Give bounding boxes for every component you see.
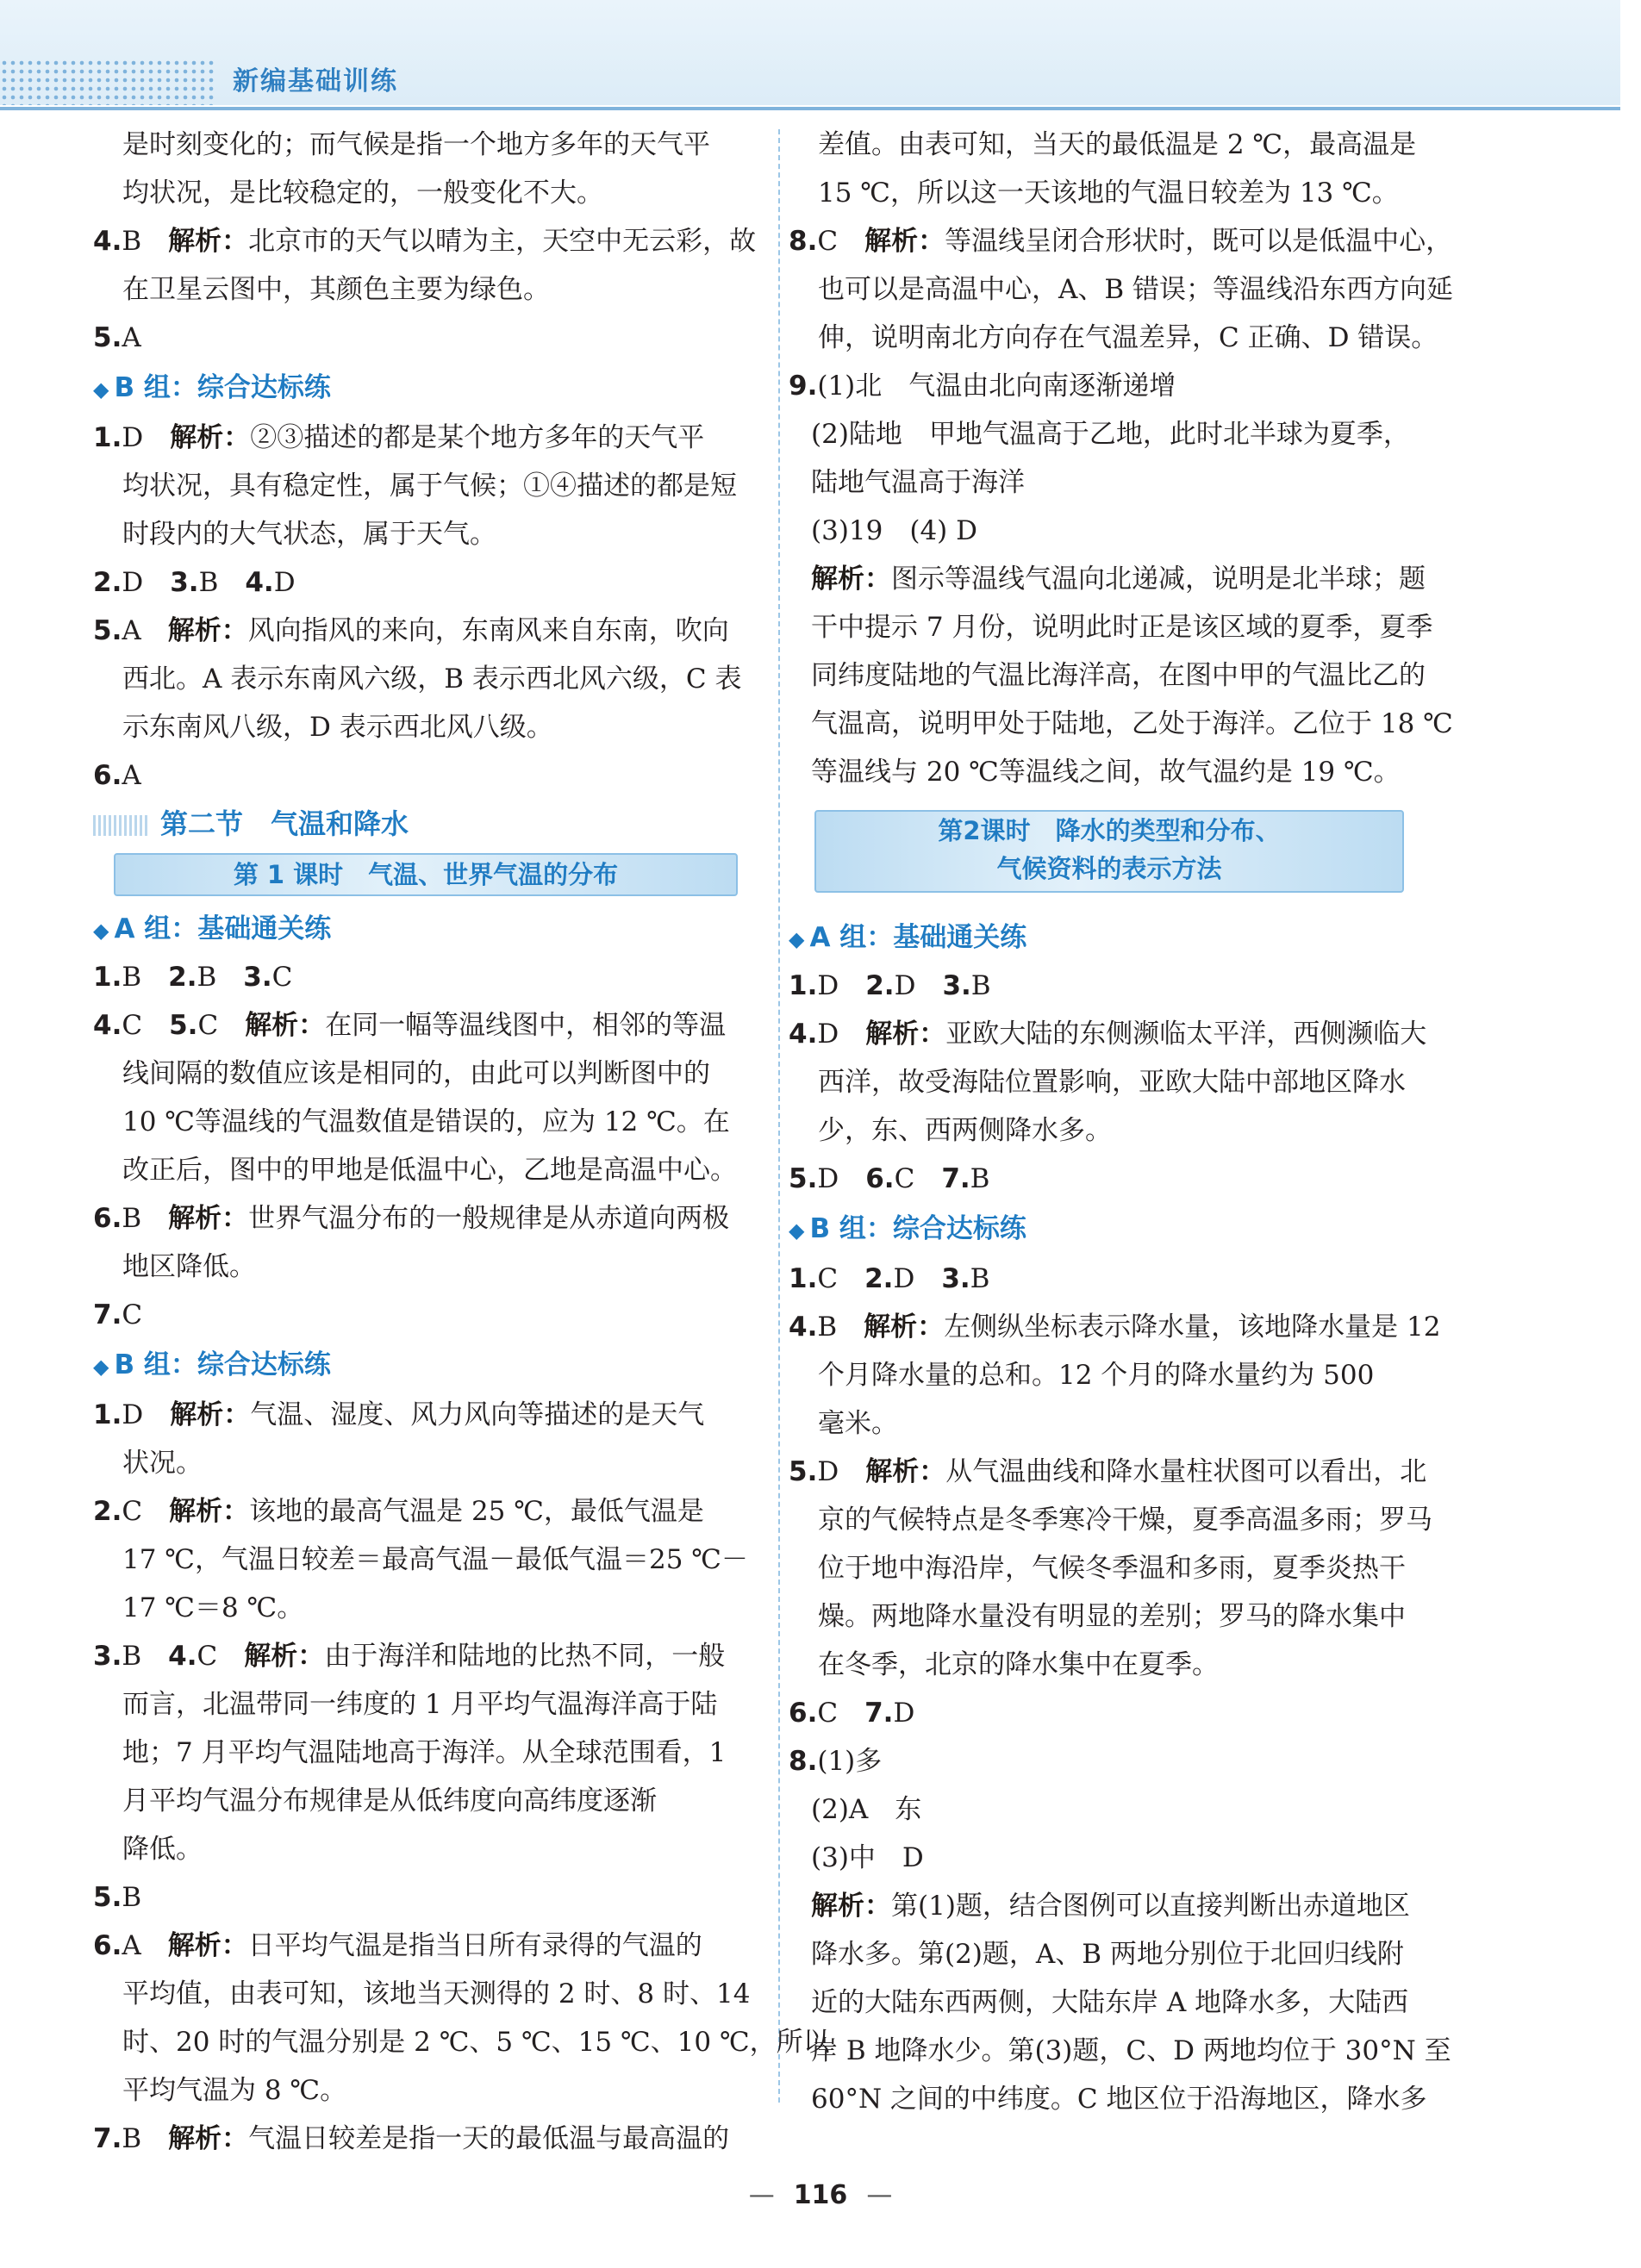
text-line: 时段内的大气状态，属于天气。: [122, 519, 496, 550]
text-line: 燥。两地降水量没有明显的差别；罗马的降水集中: [818, 1601, 1406, 1632]
answer-item: 1.D 2.D 3.B: [789, 970, 991, 1001]
text-line: 西洋，故受海陆位置影响，亚欧大陆中部地区降水: [818, 1067, 1406, 1098]
text-line: 改正后，图中的甲地是低温中心，乙地是高温中心。: [122, 1155, 737, 1186]
text-line: (2)陆地 甲地气温高于乙地，此时北半球为夏季，: [811, 419, 1410, 450]
answer-item: 5.A 解析：风向指风的来向，东南风来自东南，吹向: [93, 615, 729, 646]
text-line: 状况。: [122, 1448, 203, 1479]
answer-item: 5.D 解析：从气温曲线和降水量柱状图可以看出，北: [789, 1456, 1427, 1487]
lesson-banner-line: 第2课时 降水的类型和分布、: [938, 816, 1281, 845]
text-line: 京的气候特点是冬季寒冷干燥，夏季高温多雨；罗马: [818, 1505, 1432, 1536]
text-line: 岸 B 地降水少。第(3)题，C、D 两地均位于 30°N 至: [811, 2035, 1451, 2066]
explanation-line: 解析：第(1)题，结合图例可以直接判断出赤道地区: [811, 1891, 1410, 1922]
lesson-banner: [814, 810, 1404, 893]
answer-item: 1.C 2.D 3.B: [789, 1263, 990, 1294]
answer-item: 5.A: [93, 322, 141, 353]
answer-item: 8.C 解析：等温线呈闭合形状时，既可以是低温中心，: [789, 226, 1453, 257]
text-line: (3)中 D: [811, 1842, 924, 1873]
group-heading-b: ◆ B 组：综合达标练: [93, 1349, 331, 1380]
text-line: 位于地中海沿岸，气候冬季温和多雨，夏季炎热干: [818, 1553, 1406, 1584]
text-line: (2)A 东: [811, 1794, 922, 1825]
text-line: 在冬季，北京的降水集中在夏季。: [818, 1649, 1219, 1680]
text-line: 17 ℃，气温日较差＝最高气温－最低气温＝25 ℃－: [122, 1544, 748, 1575]
answer-item: 7.B 解析：气温日较差是指一天的最低温与最高温的: [93, 2123, 730, 2154]
text-line: 地；7 月平均气温陆地高于海洋。从全球范围看，1: [122, 1737, 727, 1768]
answer-item: 4.B 解析：左侧纵坐标表示降水量，该地降水量是 12: [789, 1312, 1441, 1343]
page-number: — 116 —: [748, 2180, 893, 2210]
text-line: 示东南风八级，D 表示西北风八级。: [122, 712, 553, 743]
text-line: 线间隔的数值应该是相同的，由此可以判断图中的: [122, 1058, 710, 1089]
answer-item: 6.C 7.D: [789, 1698, 915, 1729]
text-line: 17 ℃＝8 ℃。: [122, 1592, 304, 1623]
text-line: 降低。: [122, 1834, 203, 1865]
text-line: 同纬度陆地的气温比海洋高，在图中甲的气温比乙的: [811, 660, 1426, 691]
group-heading-b: ◆ B 组：综合达标练: [93, 372, 331, 403]
diamond-icon: ◆: [93, 1355, 109, 1379]
text-line: 毫米。: [818, 1408, 898, 1439]
section-heading: 第二节 气温和降水: [93, 800, 409, 848]
diamond-icon: ◆: [93, 919, 109, 943]
answer-item: 9.(1)北 气温由北向南逐渐递增: [789, 371, 1176, 402]
answer-item: 1.B 2.B 3.C: [93, 962, 293, 993]
diamond-icon: ◆: [789, 927, 805, 951]
text-line: 西北。A 表示东南风六级，B 表示西北风六级，C 表: [122, 664, 742, 695]
text-line: 等温线与 20 ℃等温线之间，故气温约是 19 ℃。: [811, 757, 1401, 788]
answer-item: 2.D 3.B 4.D: [93, 567, 296, 598]
header-dots-decoration: [0, 59, 215, 105]
section-bars-decoration: [93, 815, 148, 836]
text-line: 少，东、西两侧降水多。: [818, 1115, 1112, 1146]
lesson-banner-line: 气候资料的表示方法: [996, 854, 1222, 883]
answer-item: 6.B 解析：世界气温分布的一般规律是从赤道向两极: [93, 1203, 730, 1234]
text-line: 降水多。第(2)题，A、B 两地分别位于北回归线附: [811, 1939, 1404, 1970]
text-line: 近的大陆东西两侧，大陆东岸 A 地降水多，大陆西: [811, 1987, 1409, 2018]
text-line: 60°N 之间的中纬度。C 地区位于沿海地区，降水多: [811, 2084, 1427, 2115]
diamond-icon: ◆: [789, 1218, 805, 1243]
text-line: 也可以是高温中心，A、B 错误；等温线沿东西方向延: [818, 274, 1454, 305]
answer-item: 1.D 解析：气温、湿度、风力风向等描述的是天气: [93, 1399, 705, 1430]
text-line: 平均气温为 8 ℃。: [122, 2075, 347, 2106]
text-line: 均状况，是比较稳定的，一般变化不大。: [122, 178, 603, 209]
lesson-banner: 第 1 课时 气温、世界气温的分布: [114, 853, 738, 896]
text-line: 气温高，说明甲处于陆地，乙处于海洋。乙位于 18 ℃: [811, 708, 1453, 739]
group-heading-a: ◆ A 组：基础通关练: [93, 913, 332, 944]
text-line: 平均值，由表可知，该地当天测得的 2 时、8 时、14: [122, 1978, 751, 2009]
group-heading-b: ◆ B 组：综合达标练: [789, 1213, 1026, 1244]
diamond-icon: ◆: [93, 377, 109, 402]
column-divider: [778, 129, 780, 2103]
answer-item: 6.A: [93, 760, 141, 791]
text-line: 月平均气温分布规律是从低纬度向高纬度逐渐: [122, 1785, 657, 1816]
text-line: 在卫星云图中，其颜色主要为绿色。: [122, 274, 550, 305]
text-line: 而言，北温带同一纬度的 1 月平均气温海洋高于陆: [122, 1689, 718, 1720]
answer-item: 6.A 解析：日平均气温是指当日所有录得的气温的: [93, 1930, 702, 1961]
answer-item: 1.D 解析：②③描述的都是某个地方多年的天气平: [93, 422, 705, 453]
answer-item: 3.B 4.C 解析：由于海洋和陆地的比热不同，一般: [93, 1641, 726, 1672]
group-heading-a: ◆ A 组：基础通关练: [789, 922, 1027, 953]
answer-item: 5.B: [93, 1882, 142, 1913]
explanation-line: 解析：图示等温线气温向北递减，说明是北半球；题: [811, 564, 1426, 595]
text-line: 10 ℃等温线的气温数值是错误的，应为 12 ℃。在: [122, 1106, 730, 1137]
text-line: 伸，说明南北方向存在气温差异，C 正确、D 错误。: [818, 322, 1438, 353]
answer-item: 4.B 解析：北京市的天气以晴为主，天空中无云彩，故: [93, 226, 757, 257]
text-line: 干中提示 7 月份，说明此时正是该区域的夏季，夏季: [811, 612, 1433, 643]
answer-item: 8.(1)多: [789, 1746, 883, 1777]
text-line: 差值。由表可知，当天的最低温是 2 ℃，最高温是: [818, 129, 1417, 160]
answer-item: 4.D 解析：亚欧大陆的东侧濒临太平洋，西侧濒临大: [789, 1019, 1427, 1050]
text-line: 均状况，具有稳定性，属于气候；①④描述的都是短: [122, 470, 737, 502]
answer-item: 4.C 5.C 解析：在同一幅等温线图中，相邻的等温: [93, 1010, 727, 1041]
text-line: 地区降低。: [122, 1251, 256, 1282]
text-line: 是时刻变化的；而气候是指一个地方多年的天气平: [122, 129, 710, 160]
answer-item: 5.D 6.C 7.B: [789, 1163, 990, 1194]
answer-item: 7.C: [93, 1299, 143, 1330]
text-line: 个月降水量的总和。12 个月的降水量约为 500: [818, 1360, 1375, 1391]
text-line: 陆地气温高于海洋: [811, 467, 1025, 498]
header-rule: [0, 107, 1620, 110]
text-line: 15 ℃，所以这一天该地的气温日较差为 13 ℃。: [818, 178, 1399, 209]
text-line: (3)19 (4) D: [811, 515, 977, 546]
text-line: 时、20 时的气温分别是 2 ℃、5 ℃、15 ℃、10 ℃，所以: [122, 2027, 830, 2058]
header-title: 新编基础训练: [233, 66, 398, 97]
answer-item: 2.C 解析：该地的最高气温是 25 ℃，最低气温是: [93, 1496, 704, 1527]
